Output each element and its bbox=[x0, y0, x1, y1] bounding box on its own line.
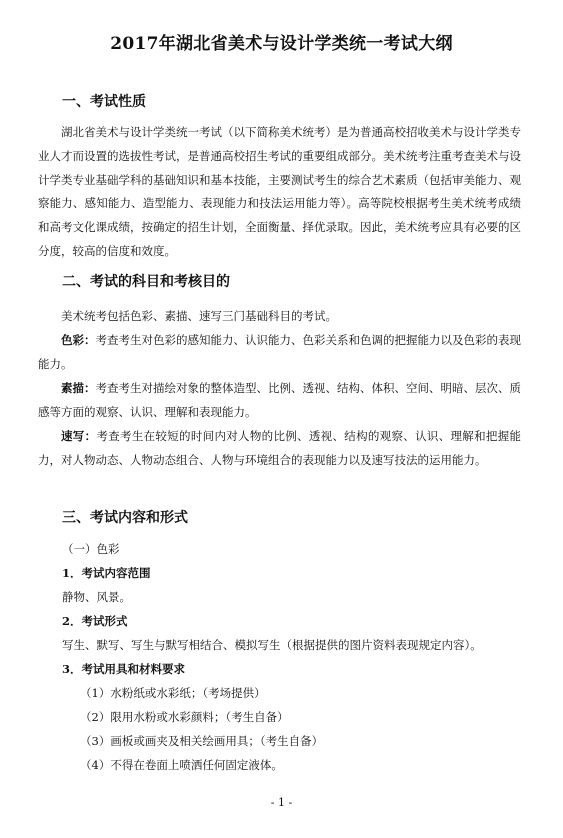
list-item: （4）不得在卷面上喷洒任何固定液体。 bbox=[80, 758, 283, 772]
section-heading-content: 三、考试内容和形式 bbox=[62, 510, 188, 526]
subject-sketch bbox=[38, 377, 521, 425]
sub-heading-form: 2．考试形式 bbox=[62, 614, 128, 628]
list-item: （2）限用水粉或水彩颜料；（考生自备） bbox=[80, 710, 289, 724]
subject-color bbox=[38, 329, 521, 377]
sub-heading-materials: 3．考试用具和材料要求 bbox=[62, 662, 186, 676]
subject-color-text: 考查考生对色彩的感知能力、认识能力、色彩关系和色调的把握能力以及色彩的表现能力。 bbox=[38, 333, 521, 371]
sub-heading-scope: 1．考试内容范围 bbox=[62, 566, 151, 580]
list-item: （1）水粉纸或水彩纸；（考场提供） bbox=[80, 686, 266, 700]
section-heading-nature: 一、考试性质 bbox=[62, 94, 146, 110]
subject-color-label: 色彩： bbox=[61, 333, 96, 347]
section-body-nature: 湖北省美术与设计学类统一考试（以下简称美术统考）是为普通高校招收美术与设计学类专业人才而设置的选拔性考试，是普通高校招生考试的重要组成部分。美术统考注重考查美术与设计学类专业基础学科的基础知识和基本技能，主要测试考生的综合艺术素质（包括审美能力、观察能力、感知能力、造型能力、表现能力和技法运用能力等）。高等院校根据考生美术统考成绩和高考文化课成绩，按确定的招生计划，全面衡量、择优录取。因此，美术统考应具有必要的区分度，较高的信度和效度。 bbox=[38, 125, 521, 258]
section-heading-subjects: 二、考试的科目和考核目的 bbox=[62, 274, 230, 290]
subject-quick-text: 考查考生在较短的时间内对人物的比例、透视、结构的观察、认识、理解和把握能力，对人物动态、人物动态组合、人物与环境组合的表现能力以及速写技法的运用能力。 bbox=[38, 429, 522, 467]
subject-quick-sketch bbox=[38, 425, 521, 473]
page-title: 2017年湖北省美术与设计学类统一考试大纲 bbox=[110, 34, 453, 54]
sub-body-scope: 静物、风景。 bbox=[62, 590, 131, 604]
part-color-heading: （一）色彩 bbox=[62, 542, 120, 556]
subject-sketch-text: 考查考生对描绘对象的整体造型、比例、透视、结构、体积、空间、明暗、层次、质感等方面的观察、认识、理解和表现能力。 bbox=[38, 381, 521, 419]
list-item: （3）画板或画夹及相关绘画用具；（考生自备） bbox=[80, 734, 324, 748]
page-number: - 1 - bbox=[270, 796, 293, 809]
subject-quick-label: 速写： bbox=[61, 429, 97, 443]
subject-sketch-label: 素描： bbox=[61, 381, 96, 395]
sub-body-form: 写生、默写、写生与默写相结合、模拟写生（根据提供的图片资料表现规定内容）。 bbox=[62, 638, 482, 652]
subjects-intro: 美术统考包括色彩、素描、速写三门基础科目的考试。 bbox=[61, 309, 337, 323]
